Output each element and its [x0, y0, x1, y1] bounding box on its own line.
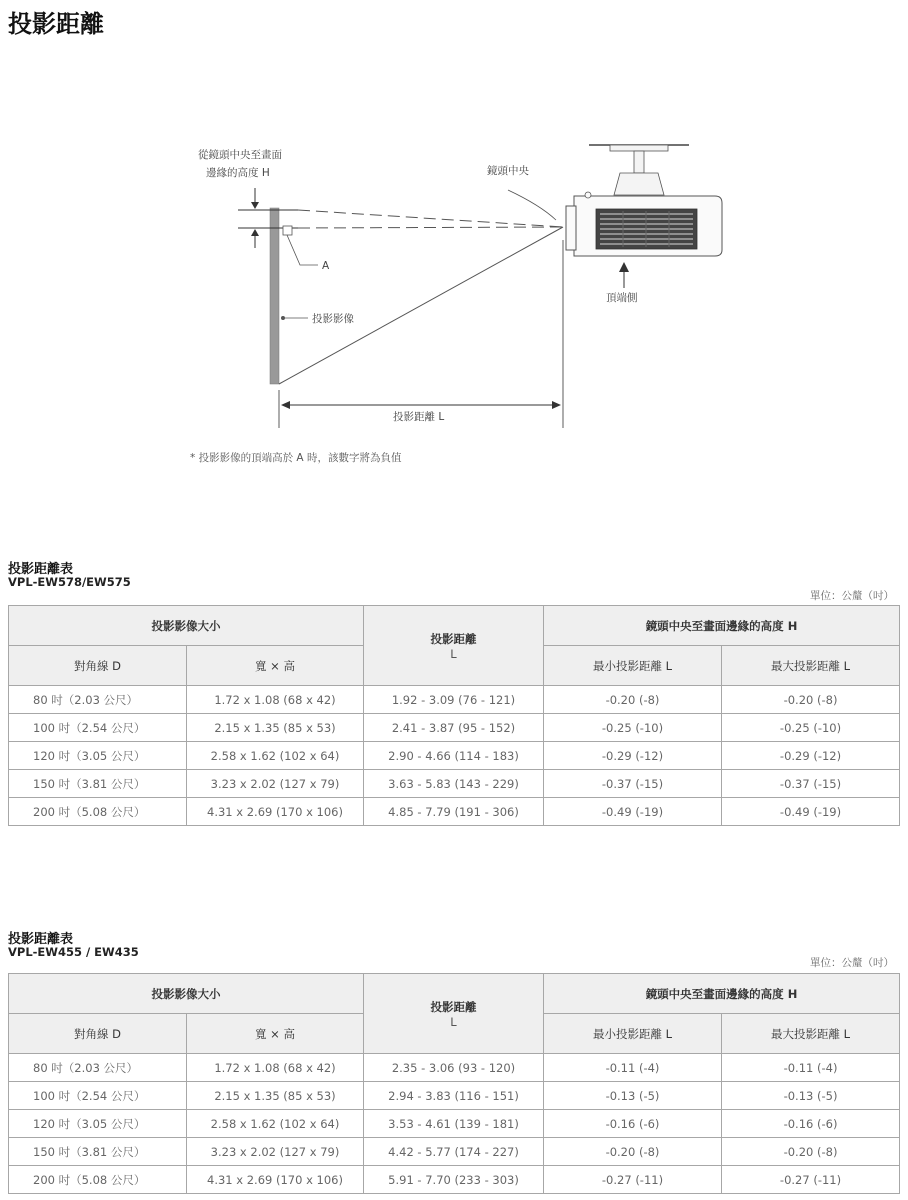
diagram-note: * 投影影像的頂端高於 A 時，該數字將為負值	[190, 452, 402, 464]
table1-unit: 單位：公釐（吋）	[810, 590, 894, 602]
header-distance-sub: L	[450, 646, 457, 661]
header-min: 最小投影距離 L	[544, 646, 722, 686]
cell-min: -0.20 (-8)	[544, 1138, 722, 1166]
header-distance-sub: L	[450, 1014, 457, 1029]
cell-max: -0.13 (-5)	[722, 1082, 900, 1110]
header-distance-label: 投影距離	[430, 631, 477, 646]
projector	[566, 192, 722, 256]
header-diagonal: 對角線 D	[9, 1014, 187, 1054]
table-row	[9, 798, 900, 826]
cell-min: -0.49 (-19)	[544, 798, 722, 826]
cell-max: -0.29 (-12)	[722, 742, 900, 770]
cell-size: 2.58 x 1.62 (102 x 64)	[187, 742, 364, 770]
table2-model: VPL-EW455 / EW435	[8, 945, 139, 959]
table-row	[9, 770, 900, 798]
cell-size: 2.58 x 1.62 (102 x 64)	[187, 1110, 364, 1138]
table-row	[9, 1054, 900, 1082]
cell-distance: 2.90 - 4.66 (114 - 183)	[364, 742, 544, 770]
cell-diagonal: 80 吋（2.03 公尺）	[9, 1054, 187, 1082]
label-top-side: 頂端側	[606, 292, 638, 304]
table-row	[9, 714, 900, 742]
cell-distance: 1.92 - 3.09 (76 - 121)	[364, 686, 544, 714]
cell-min: -0.29 (-12)	[544, 742, 722, 770]
cell-distance: 2.94 - 3.83 (116 - 151)	[364, 1082, 544, 1110]
label-h-line2: 邊緣的高度 H	[206, 167, 270, 179]
header-image-size: 投影影像大小	[9, 974, 364, 1014]
table-row	[9, 742, 900, 770]
cell-distance: 2.35 - 3.06 (93 - 120)	[364, 1054, 544, 1082]
cell-distance: 4.85 - 7.79 (191 - 306)	[364, 798, 544, 826]
cell-size: 2.15 x 1.35 (85 x 53)	[187, 1082, 364, 1110]
cell-distance: 3.53 - 4.61 (139 - 181)	[364, 1110, 544, 1138]
cell-size: 4.31 x 2.69 (170 x 106)	[187, 1166, 364, 1194]
distance-table-2	[8, 973, 900, 1194]
cell-diagonal: 120 吋（3.05 公尺）	[9, 1110, 187, 1138]
table-row	[9, 1166, 900, 1194]
cell-max: -0.20 (-8)	[722, 1138, 900, 1166]
cell-min: -0.37 (-15)	[544, 770, 722, 798]
cell-min: -0.27 (-11)	[544, 1166, 722, 1194]
table-row	[9, 1138, 900, 1166]
table1-model: VPL-EW578/EW575	[8, 575, 131, 589]
cell-distance: 2.41 - 3.87 (95 - 152)	[364, 714, 544, 742]
header-diagonal: 對角線 D	[9, 646, 187, 686]
table2-title: 投影距離表	[8, 932, 74, 947]
cell-size: 2.15 x 1.35 (85 x 53)	[187, 714, 364, 742]
label-lens-center: 鏡頭中央	[487, 165, 529, 177]
cell-max: -0.20 (-8)	[722, 686, 900, 714]
header-width-height: 寬 × 高	[187, 646, 364, 686]
header-distance	[364, 974, 544, 1054]
table2-unit: 單位：公釐（吋）	[810, 957, 894, 969]
header-height: 鏡頭中央至畫面邊緣的高度 H	[544, 606, 900, 646]
header-distance-label: 投影距離	[430, 999, 477, 1014]
projection-diagram	[0, 0, 908, 480]
header-height: 鏡頭中央至畫面邊緣的高度 H	[544, 974, 900, 1014]
header-max: 最大投影距離 L	[722, 1014, 900, 1054]
table-row	[9, 1110, 900, 1138]
projection-screen	[270, 208, 279, 384]
cell-distance: 3.63 - 5.83 (143 - 229)	[364, 770, 544, 798]
cell-diagonal: 100 吋（2.54 公尺）	[9, 714, 187, 742]
cell-diagonal: 100 吋（2.54 公尺）	[9, 1082, 187, 1110]
cell-diagonal: 200 吋（5.08 公尺）	[9, 798, 187, 826]
cell-max: -0.16 (-6)	[722, 1110, 900, 1138]
label-h-line1: 從鏡頭中央至畫面	[198, 149, 282, 161]
cell-distance: 4.42 - 5.77 (174 - 227)	[364, 1138, 544, 1166]
cell-min: -0.25 (-10)	[544, 714, 722, 742]
cell-size: 3.23 x 2.02 (127 x 79)	[187, 1138, 364, 1166]
cell-diagonal: 150 吋（3.81 公尺）	[9, 770, 187, 798]
distance-table-1	[8, 605, 900, 826]
table-row	[9, 1082, 900, 1110]
header-width-height: 寬 × 高	[187, 1014, 364, 1054]
cell-max: -0.27 (-11)	[722, 1166, 900, 1194]
cell-size: 4.31 x 2.69 (170 x 106)	[187, 798, 364, 826]
cell-min: -0.11 (-4)	[544, 1054, 722, 1082]
table-row	[9, 686, 900, 714]
cell-diagonal: 150 吋（3.81 公尺）	[9, 1138, 187, 1166]
cell-diagonal: 80 吋（2.03 公尺）	[9, 686, 187, 714]
header-image-size: 投影影像大小	[9, 606, 364, 646]
cell-max: -0.25 (-10)	[722, 714, 900, 742]
cell-min: -0.16 (-6)	[544, 1110, 722, 1138]
cell-diagonal: 120 吋（3.05 公尺）	[9, 742, 187, 770]
label-image: 投影影像	[312, 313, 354, 325]
label-a: A	[322, 260, 330, 272]
page-title: 投影距離	[8, 10, 104, 38]
cell-distance: 5.91 - 7.70 (233 - 303)	[364, 1166, 544, 1194]
label-distance: 投影距離 L	[393, 411, 445, 423]
cell-max: -0.11 (-4)	[722, 1054, 900, 1082]
header-distance	[364, 606, 544, 686]
cell-max: -0.37 (-15)	[722, 770, 900, 798]
cell-size: 3.23 x 2.02 (127 x 79)	[187, 770, 364, 798]
cell-max: -0.49 (-19)	[722, 798, 900, 826]
header-max: 最大投影距離 L	[722, 646, 900, 686]
cell-diagonal: 200 吋（5.08 公尺）	[9, 1166, 187, 1194]
cell-size: 1.72 x 1.08 (68 x 42)	[187, 686, 364, 714]
cell-min: -0.13 (-5)	[544, 1082, 722, 1110]
cell-size: 1.72 x 1.08 (68 x 42)	[187, 1054, 364, 1082]
header-min: 最小投影距離 L	[544, 1014, 722, 1054]
table1-title: 投影距離表	[8, 562, 74, 577]
cell-min: -0.20 (-8)	[544, 686, 722, 714]
